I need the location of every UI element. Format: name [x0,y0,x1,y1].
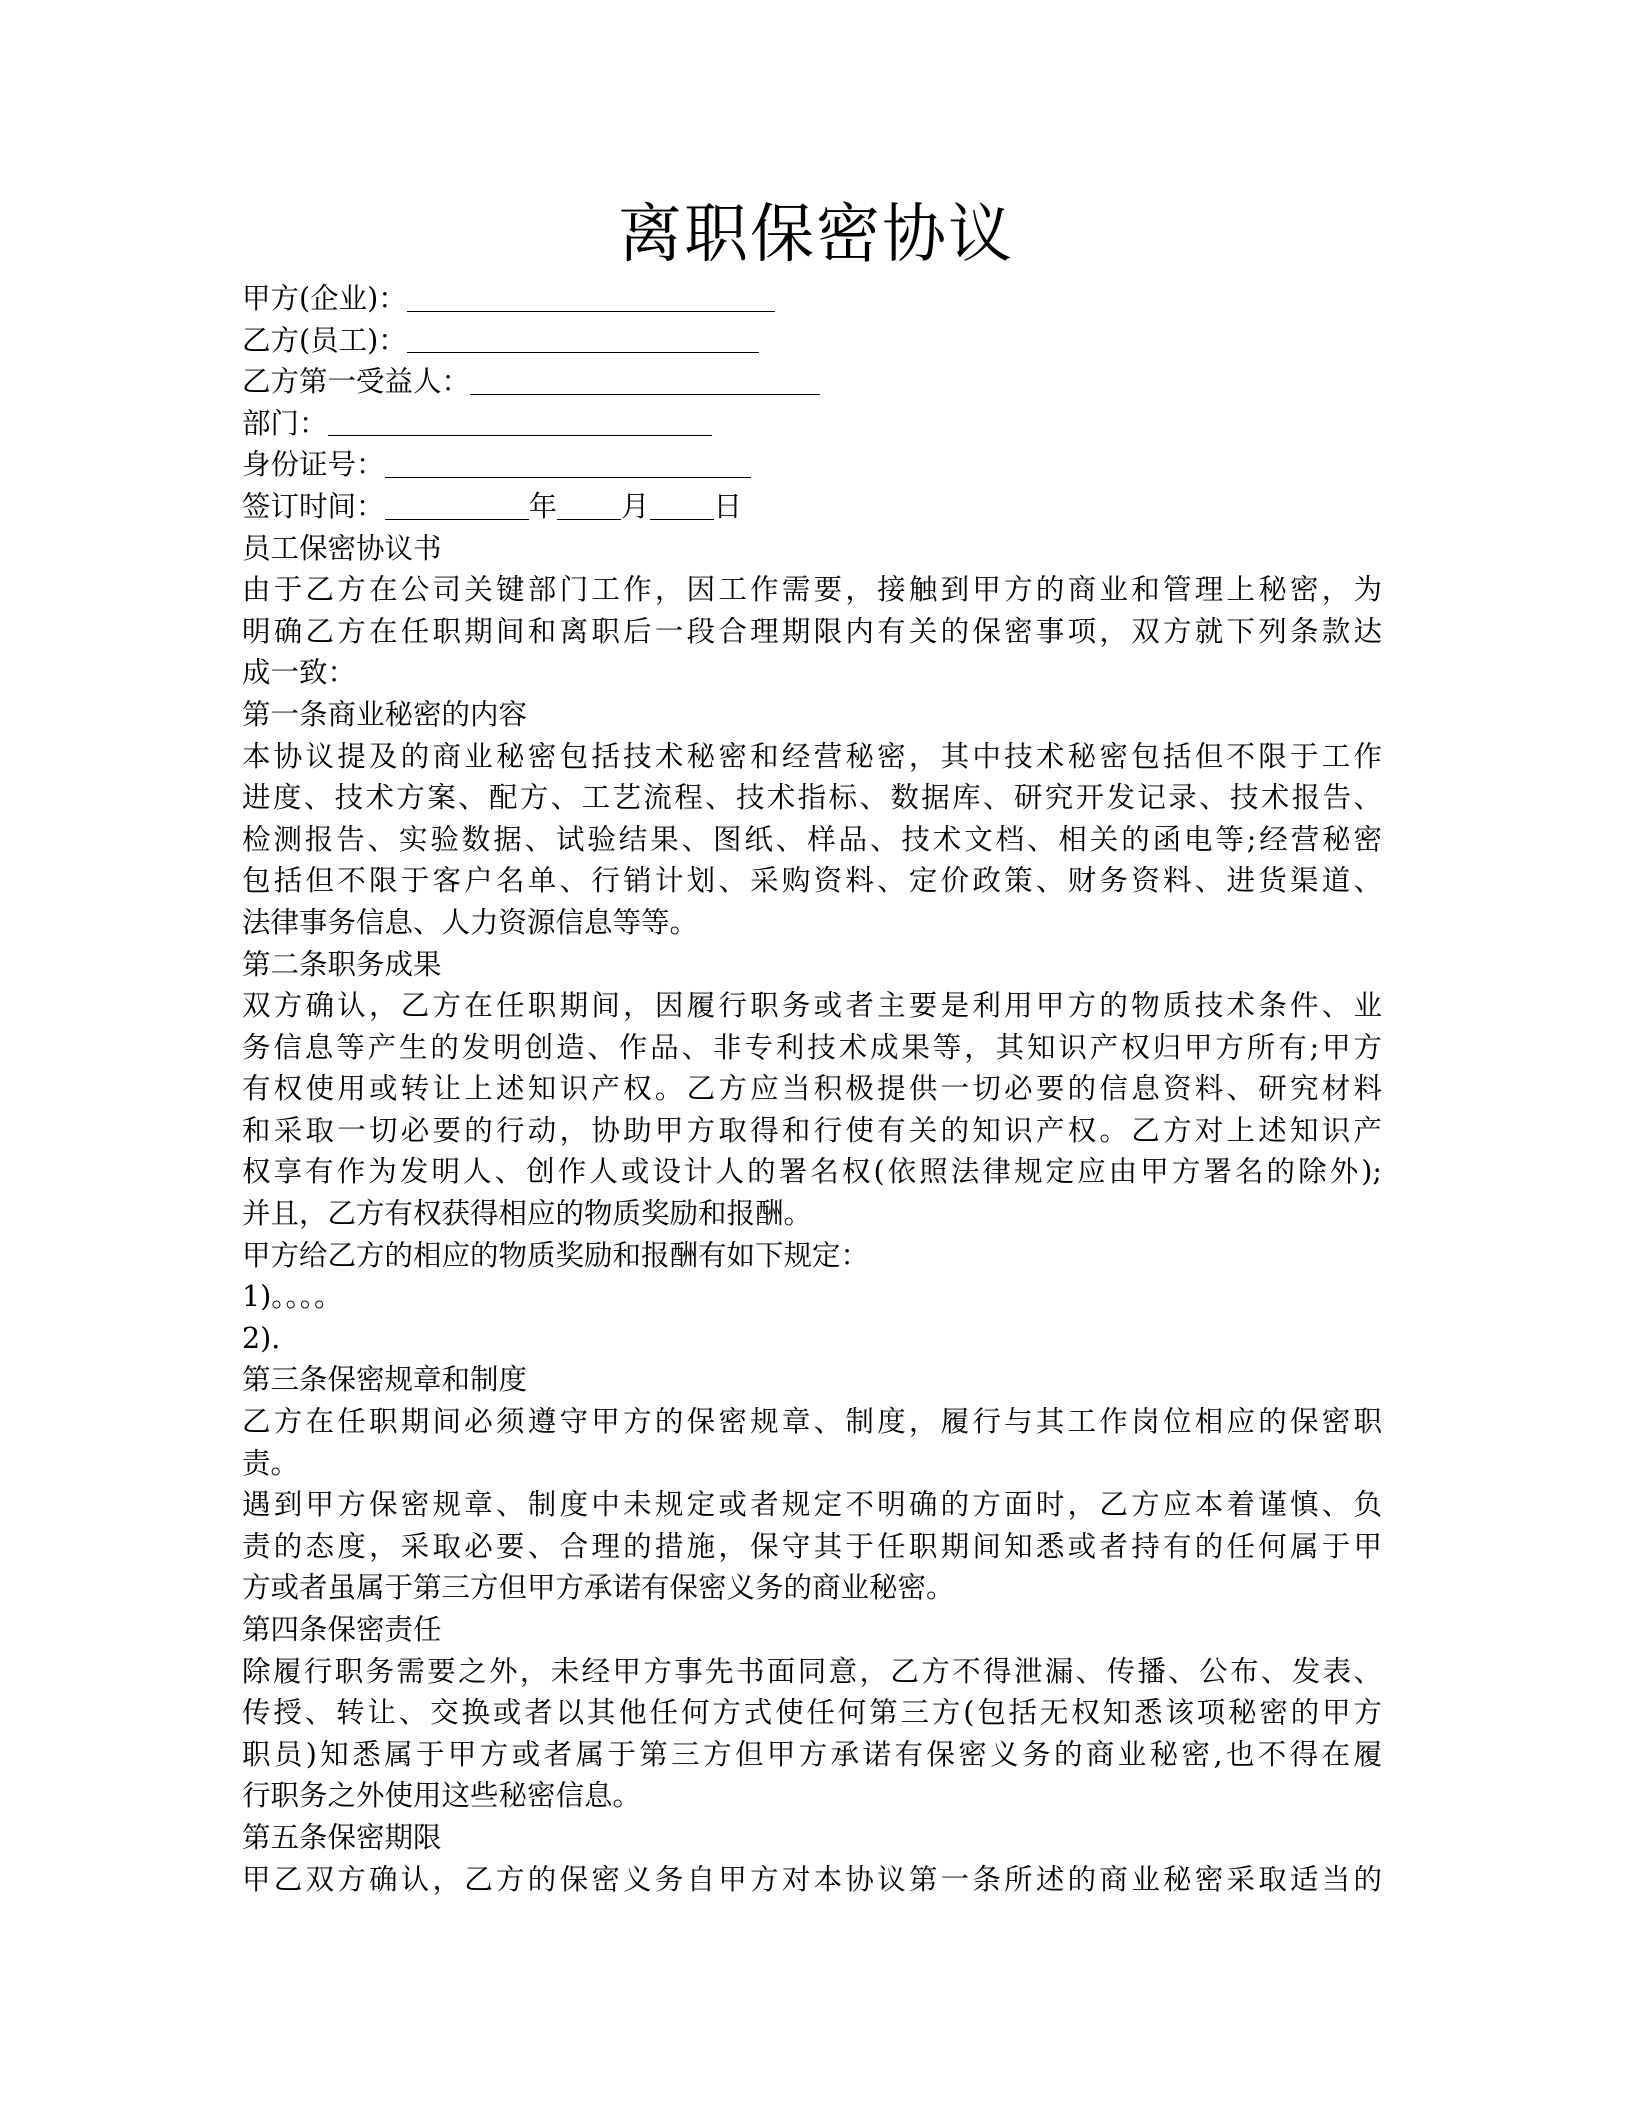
field-label: 乙方(员工)： [242,323,407,357]
article-4-paragraph [242,1651,1382,1817]
paragraph-line: 和采取一切必要的行动，协助甲方取得和行使有关的知识产权。乙方对上述知识产 [242,1113,1382,1147]
paragraph-line: 传授、转让、交换或者以其他任何方式使任何第三方(包括无权知悉该项秘密的甲方 [242,1696,1382,1730]
field-label: 身份证号： [242,448,385,482]
field-sign-date [242,486,1382,528]
article-3-paragraph-2 [242,1484,1382,1609]
field-id-number [242,444,1382,486]
paragraph-line: 责的态度，采取必要、合理的措施，保守其于任职期间知悉或者持有的任何属于甲 [242,1529,1382,1563]
fill-blank[interactable] [407,279,775,312]
subtitle: 员工保密协议书 [242,531,442,565]
paragraph-line: 法律事务信息、人力资源信息等等。 [242,905,699,939]
paragraph-line: 务信息等产生的发明创造、作品、非专利技术成果等，其知识产权归甲方所有;甲方 [242,1030,1382,1064]
reward-item-2: 2). [242,1321,281,1355]
article-1-heading: 第一条商业秘密的内容 [242,697,528,731]
paragraph-line: 成一致： [242,656,357,690]
paragraph-line: 进度、技术方案、配方、工艺流程、技术指标、数据库、研究开发记录、技术报告、 [242,781,1382,815]
paragraph-line: 检测报告、实验数据、试验结果、图纸、样品、技术文档、相关的函电等;经营秘密 [242,822,1382,856]
field-label: 甲方(企业)： [242,282,407,315]
paragraph-line: 有权使用或转让上述知识产权。乙方应当积极提供一切必要的信息资料、研究材料 [242,1072,1382,1106]
paragraph-line: 乙方在任职期间必须遵守甲方的保密规章、制度，履行与其工作岗位相应的保密职 [242,1405,1382,1439]
intro-paragraph [242,569,1382,694]
article-3-paragraph-1 [242,1401,1382,1484]
field-party-a [242,278,1382,320]
paragraph-line: 明确乙方在任职期间和离职后一段合理期限内有关的保密事项，双方就下列条款达 [242,614,1382,648]
article-2-paragraph [242,985,1382,1235]
article-1-paragraph [242,736,1382,944]
paragraph-line: 方或者虽属于第三方但甲方承诺有保密义务的商业秘密。 [242,1571,955,1605]
month-blank[interactable] [557,487,621,520]
reward-rule-line: 甲方给乙方的相应的物质奖励和报酬有如下规定： [242,1238,870,1272]
year-blank[interactable] [385,487,529,520]
day-blank[interactable] [650,487,714,520]
month-label: 月 [621,489,650,523]
paragraph-line: 除履行职务需要之外，未经甲方事先书面同意，乙方不得泄漏、传播、公布、发表、 [242,1654,1382,1688]
paragraph-line: 由于乙方在公司关键部门工作，因工作需要，接触到甲方的商业和管理上秘密，为 [242,573,1382,607]
fill-blank[interactable] [407,320,759,353]
article-4-heading: 第四条保密责任 [242,1613,442,1646]
paragraph-line: 权享有作为发明人、创作人或设计人的署名权(依照法律规定应由甲方署名的除外); [242,1155,1382,1189]
paragraph-line: 包括但不限于客户名单、行销计划、采购资料、定价政策、财务资料、进货渠道、 [242,864,1382,898]
paragraph-line: 行职务之外使用这些秘密信息。 [242,1779,642,1813]
fill-blank[interactable] [385,445,751,478]
article-5-paragraph [242,1859,1382,1901]
field-label: 部门： [242,406,328,440]
field-label: 乙方第一受益人： [242,365,471,399]
fill-blank[interactable] [470,362,820,395]
reward-item-1: 1)。。。。 [242,1280,343,1314]
year-label: 年 [528,489,558,523]
document-body [242,278,1382,1900]
paragraph-line: 并且，乙方有权获得相应的物质奖励和报酬。 [242,1197,813,1231]
paragraph-line: 职员)知悉属于甲方或者属于第三方但甲方承诺有保密义务的商业秘密,也不得在履 [242,1737,1382,1771]
article-5-heading: 第五条保密期限 [242,1820,442,1854]
paragraph-line: 甲乙双方确认，乙方的保密义务自甲方对本协议第一条所述的商业秘密采取适当的 [242,1862,1382,1896]
document-title: 离职保密协议 [618,198,1014,272]
day-label: 日 [713,489,743,523]
article-3-heading: 第三条保密规章和制度 [242,1363,528,1397]
field-beneficiary [242,361,1382,403]
field-label: 签订时间： [242,489,385,523]
paragraph-line: 双方确认，乙方在任职期间，因履行职务或者主要是利用甲方的物质技术条件、业 [242,989,1382,1023]
article-2-heading: 第二条职务成果 [242,947,442,981]
field-party-b [242,320,1382,362]
paragraph-line: 本协议提及的商业秘密包括技术秘密和经营秘密，其中技术秘密包括但不限于工作 [242,739,1382,773]
paragraph-line: 遇到甲方保密规章、制度中未规定或者规定不明确的方面时，乙方应本着谨慎、负 [242,1488,1382,1522]
fill-blank[interactable] [328,403,712,436]
paragraph-line: 责。 [242,1446,300,1480]
field-department [242,403,1382,445]
